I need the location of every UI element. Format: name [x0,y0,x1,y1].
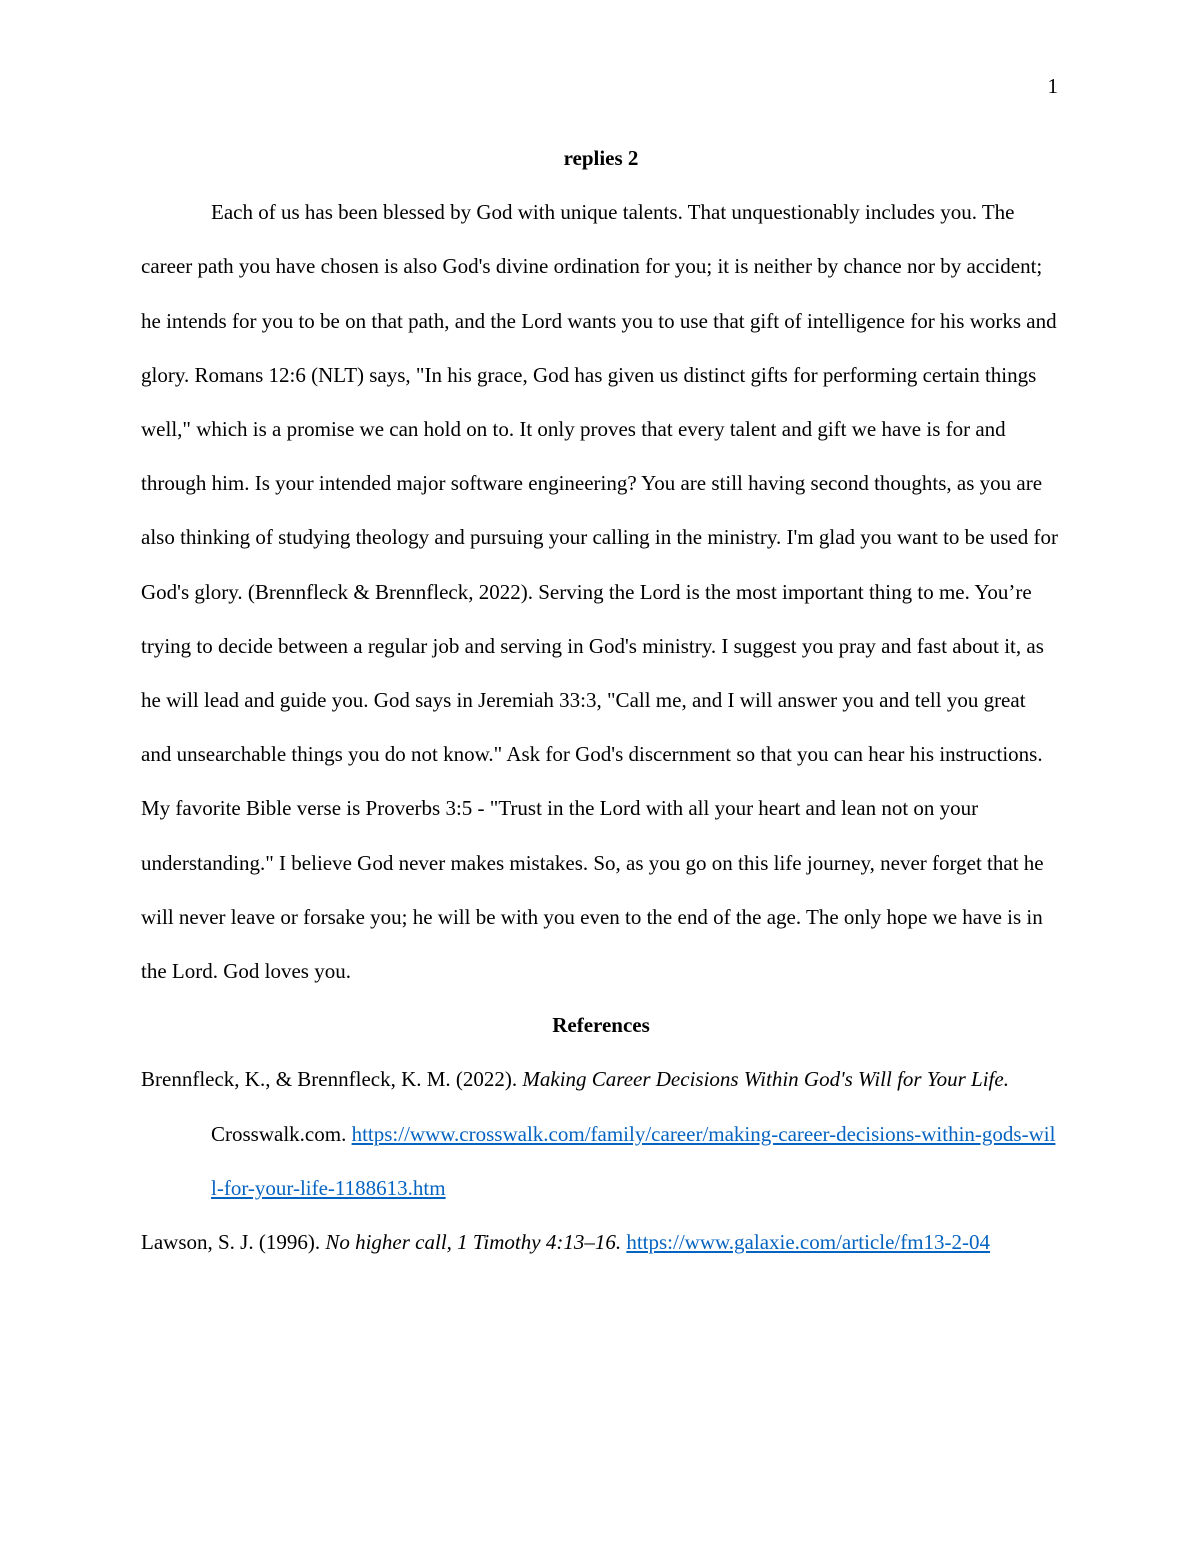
reference-title: No higher call, 1 Timothy 4:13–16. [325,1230,622,1255]
reference-title: Making Career Decisions Within God's Will for Your Life. [522,1067,1009,1092]
reference-entry-brennfleck [141,1052,1061,1215]
reference-entry-lawson [141,1215,1061,1269]
body-paragraph: Each of us has been blessed by God with unique talents. That unquestionably includes you. The career path you have chosen is also God's divine ordination for you; it is neither by chance nor by accident; he intends for you to be on that path, and the Lord wants you to use that gift of intelligence for his works and glory. Romans 12:6 (NLT) says, "In his grace, God has given us distinct gifts for performing certain things well," which is a promise we can hold on to. It only proves that every talent and gift we have is for and through him. Is your intended major software engineering? You are still having second thoughts, as you are also thinking of studying theology and pursuing your calling in the ministry. I'm glad you want to be used for God's glory. (Brennfleck & Brennfleck, 2022). Serving the Lord is the most important thing to me. You’re trying to decide between a regular job and serving in God's ministry. I suggest you pray and fast about it, as he will lead and guide you. God says in Jeremiah 33:3, "Call me, and I will answer you and tell you great and unsearchable things you do not know." Ask for God's discernment so that you can hear his instructions. My favorite Bible verse is Proverbs 3:5 - "Trust in the Lord with all your heart and lean not on your understanding." I believe God never makes mistakes. So, as you go on this life journey, never forget that he will never leave or forsake you; he will be with you even to the end of the age. The only hope we have is in the Lord. God loves you. [141,200,1058,984]
document-title: replies 2 [563,146,639,170]
reference-authors: Lawson, S. J. (1996). [141,1230,326,1255]
reference-link[interactable]: https://www.crosswalk.com/family/career/making-career-decisions-within-gods-will-for-your-life-1188613.htm [211,1121,1056,1200]
reference-authors: Brennfleck, K., & Brennfleck, K. M. (2022). [141,1067,523,1092]
references-heading: References [552,1013,650,1038]
page-number: 1 [1047,74,1058,98]
reference-link[interactable]: https://www.galaxie.com/article/fm13-2-04 [626,1230,991,1255]
document-body [141,131,1061,1269]
reference-source: Crosswalk.com. [211,1121,352,1146]
